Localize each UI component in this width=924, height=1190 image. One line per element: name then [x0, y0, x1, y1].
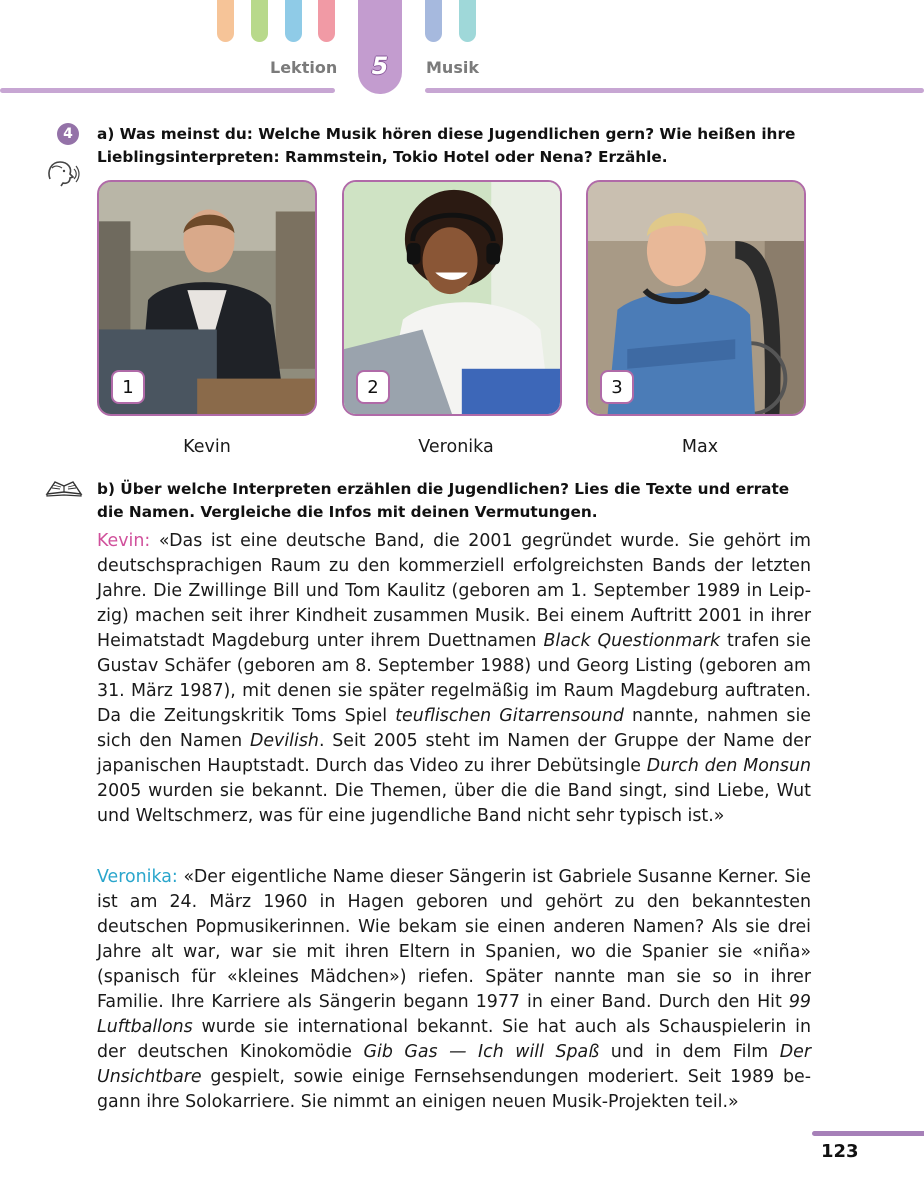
speaking-head-icon [46, 159, 80, 187]
kevin-text-4: . Seit 2005 steht im Namen der Gruppe der Name der japanischen Hauptstadt. Durch das Video zu ihrer Debütsingle [97, 731, 811, 776]
header-tab-orange [217, 0, 234, 42]
open-book-icon [45, 478, 83, 498]
kevin-text-2: trafen sie Gustav Schäfer (geboren am 8. September 1988) und Georg Listing (geboren am 31. März 1987), mit denen sie später regelmäßig im Raum Magdeburg auftraten. Da die Zeitungskritik Toms Spiel [97, 631, 811, 726]
photo-max [586, 180, 806, 416]
photo-number-1: 1 [111, 370, 145, 404]
kevin-text-5: 2005 wurden sie bekannt. Die Themen, über die die Band singt, sind Liebe, Wut und Weltschmerz, was für eine jugendliche Band nicht sehr typisch ist.» [97, 781, 811, 826]
photo-number-3: 3 [600, 370, 634, 404]
kevin-speaker: Kevin: [97, 531, 151, 551]
bottom-line [812, 1131, 924, 1136]
lesson-label: Lektion [270, 58, 338, 77]
photo-name-kevin: Kevin [183, 437, 231, 457]
photo-number-2: 2 [356, 370, 390, 404]
photo-kevin [97, 180, 317, 416]
veronika-text [97, 865, 811, 1115]
page-number: 123 [821, 1141, 859, 1162]
photo-name-max: Max [681, 437, 719, 457]
task-number-badge: 4 [57, 123, 79, 145]
header-tab-blue [285, 0, 302, 42]
veronika-italic-2: Gib Gas — Ich will Spaß [363, 1042, 600, 1062]
veronika-text-1: «Der eigentliche Name dieser Sängerin ist Gabriele Susanne Kerner. Sie ist am 24. März 1960 in Hagen geboren und gehört zu den bekanntesten deutschen Popmusikerinnen. Wie bekam sie einen anderen Namen? Als sie drei Jahre alt war, war sie mit ihren Eltern in Spanien, wo die Spanier sie «niña» (spanisch für «kleines Mädchen») riefen. Später nannte man sie so in ihrer Familie. Ihre Karriere als Sängerin begann 1977 in einer Band. Durch den Hit [97, 867, 811, 1012]
lesson-number: 5 [371, 52, 389, 80]
kevin-italic-3: Devilish [249, 731, 319, 751]
photo-name-veronika: Veronika [418, 437, 494, 457]
header-line-right [425, 88, 924, 93]
header-line-left [0, 88, 335, 93]
veronika-text-4: gespielt, sowie einige Fernsehsendungen moderiert. Seit 1989 begann ihre Solokarriere. Sie nimmt an einigen neuen Musik-Projekten teil.» [97, 1067, 811, 1112]
header-tab-teal [459, 0, 476, 42]
task-b-instruction: b) Über welche Interpreten erzählen die Jugendlichen? Lies die Texte und errate die Namen. Vergleiche die Infos mit deinen Vermutungen. [97, 480, 790, 521]
veronika-text-2: wurde sie international bekannt. Sie hat auch als Schauspielerin in der deutschen Kinokomödie [97, 1017, 811, 1062]
header-tab-green [251, 0, 268, 42]
lesson-number-tab [358, 0, 402, 94]
kevin-text-3: nannte, nahmen sie sich den Namen [97, 706, 811, 751]
topic-label: Musik [426, 58, 479, 77]
task-a-instruction: a) Was meinst du: Welche Musik hören diese Jugendlichen gern? Wie heißen ihre Lieblingsinterpreten: Rammstein, Tokio Hotel oder Nena? Erzähle. [97, 125, 796, 166]
kevin-italic-1: Black Questionmark [543, 631, 721, 651]
veronika-italic-3: Der Unsichtbare [97, 1042, 811, 1087]
photo-veronika [342, 180, 562, 416]
veronika-italic-1: 99 Luftballons [97, 992, 811, 1037]
kevin-text-1: «Das ist eine deutsche Band, die 2001 gegründet wurde. Sie gehört im deutschsprachigen Raum zu den kommerziell erfolgreichsten Bands der letzten Jahre. Die Zwillinge Bill und Tom Kaulitz (geboren am 1. September 1989 in Leipzig) machen seit ihrer Kindheit zusammen Musik. Bei einem Auftritt 2001 in ihrer Heimatstadt Magdeburg unter ihrem Duettnamen [97, 531, 811, 651]
kevin-italic-2: teuflischen Gitarrensound [395, 706, 624, 726]
veronika-speaker: Veronika: [97, 867, 178, 887]
kevin-italic-4: Durch den Monsun [646, 756, 812, 776]
header-tab-pink [318, 0, 335, 42]
header-tab-lavender [425, 0, 442, 42]
veronika-text-3: und in dem Film [599, 1042, 780, 1062]
kevin-text [97, 529, 811, 829]
